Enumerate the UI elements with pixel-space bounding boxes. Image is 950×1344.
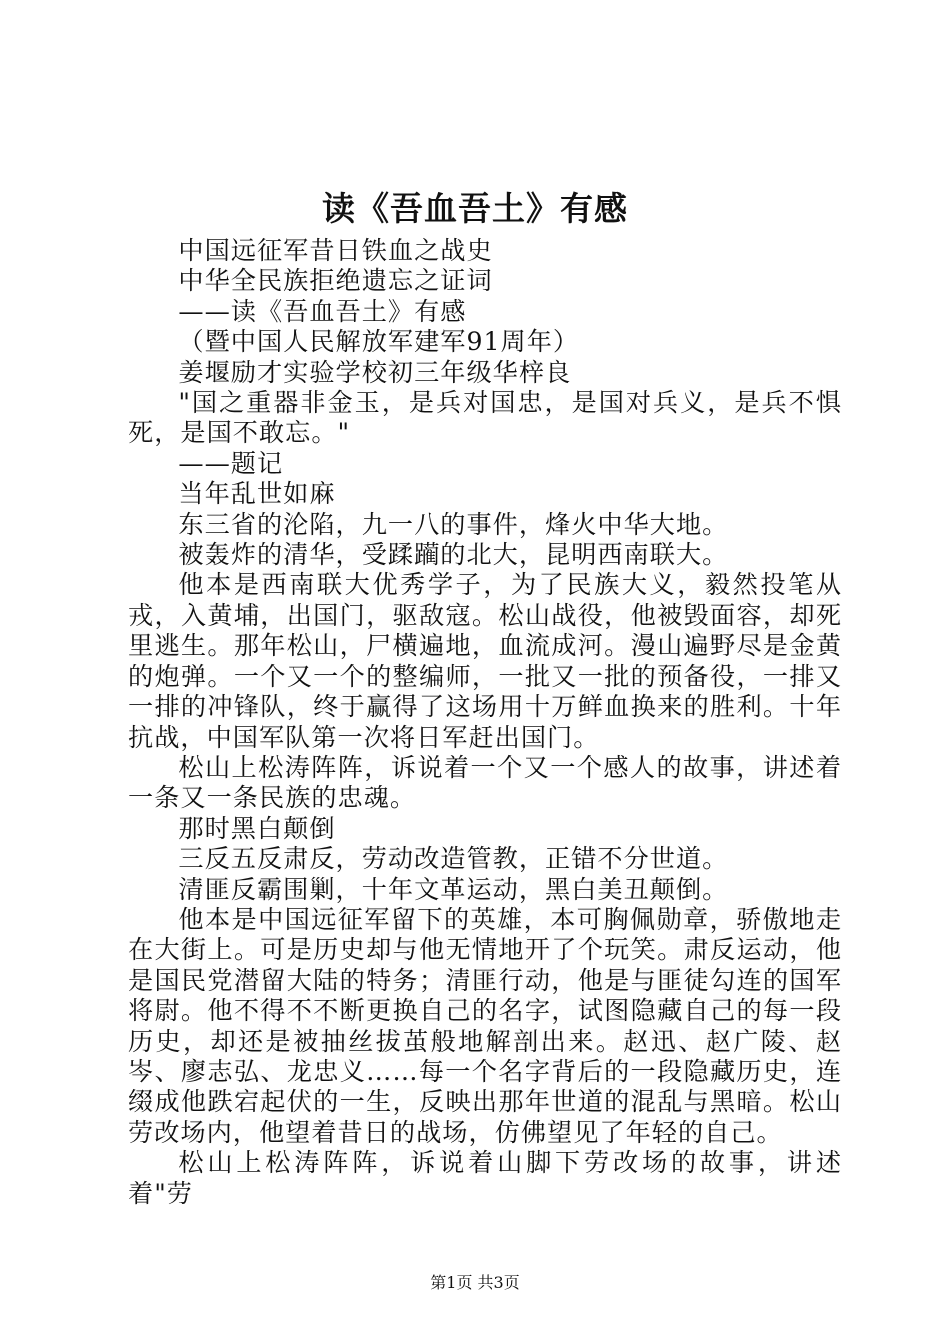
paragraph: 清匪反霸围剿，十年文革运动，黑白美丑颠倒。 (178, 874, 729, 904)
paragraph: 他本是西南联大优秀学子，为了民族大义，毅然投笔从戎，入黄埔，出国门，驱敌寇。松山战役，他被毁面容，却死里逃生。那年松山，尸横遍地，血流成河。漫山遍野尽是金黄的炮弹。一个又一个的整编师，一批又一批的预备役，一排又一排的冲锋队，终于赢得了这场用十万鲜血换来的胜利。十年抗战，中国军队第一次将日军赶出国门。 (128, 570, 842, 752)
paragraph: （暨中国人民解放军建军91周年） (178, 327, 580, 357)
paragraph: 松山上松涛阵阵，诉说着山脚下劳改场的故事，讲述着"劳 (128, 1148, 842, 1208)
paragraph: 中国远征军昔日铁血之战史 (178, 236, 493, 265)
document-body (128, 236, 842, 1209)
paragraph: 当年乱世如麻 (178, 479, 336, 509)
paragraph: 姜堰励才实验学校初三年级华梓良 (178, 357, 572, 387)
paragraph: 他本是中国远征军留下的英雄，本可胸佩勋章，骄傲地走在大街上。可是历史却与他无情地开了个玩笑。肃反运动，他是国民党潜留大陆的特务；清匪行动，他是与匪徒勾连的国军将尉。他不得不不断更换自己的名字，试图隐藏自己的每一段历史，却还是被抽丝拔茧般地解剖出来。赵迅、赵广陵、赵岑、廖志弘、龙忠义……每一个名字背后的一段隐藏历史，连缀成他跌宕起伏的一生，反映出那年世道的混乱与黑暗。松山劳改场内，他望着昔日的战场，仿佛望见了年轻的自己。 (128, 904, 842, 1147)
paragraph: 中华全民族拒绝遗忘之证词 (178, 266, 493, 296)
paragraph: 三反五反肃反，劳动改造管教，正错不分世道。 (178, 844, 729, 874)
paragraph: 被轰炸的清华，受蹂躏的北大，昆明西南联大。 (178, 540, 729, 570)
paragraph: ——读《吾血吾土》有感 (178, 296, 467, 326)
page-footer: 第1页 共3页 (430, 1273, 520, 1292)
paragraph: ——题记 (178, 448, 284, 478)
paragraph: 那时黑白颠倒 (178, 813, 336, 843)
paragraph: 松山上松涛阵阵，诉说着一个又一个感人的故事，讲述着一条又一条民族的忠魂。 (128, 752, 842, 813)
document-title: 读《吾血吾土》有感 (322, 189, 628, 228)
paragraph: 东三省的沦陷，九一八的事件，烽火中华大地。 (178, 509, 729, 539)
paragraph: "国之重器非金玉，是兵对国忠，是国对兵义，是兵不惧死，是国不敢忘。" (128, 388, 842, 448)
